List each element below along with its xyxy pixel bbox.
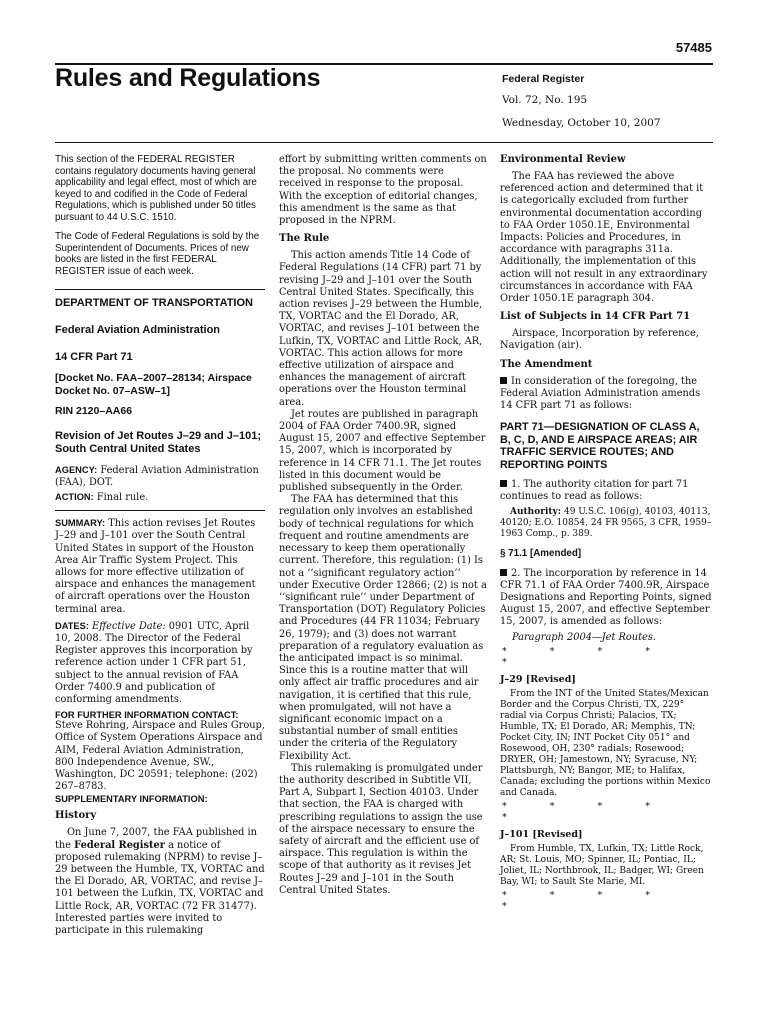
subjects-paragraph: Airspace, Incorporation by reference, Navigation (air). — [500, 328, 699, 352]
section-divider — [55, 289, 265, 290]
rule-heading: The Rule — [279, 233, 330, 245]
amendment-heading: The Amendment — [500, 358, 593, 370]
bullet-icon — [500, 569, 507, 576]
docket-number: [Docket No. FAA–2007–28134; Airspace Docket No. 07–ASW–1] — [55, 372, 252, 397]
column-2 — [279, 154, 489, 897]
issue-date: Wednesday, October 10, 2007 — [502, 117, 661, 129]
rule-paragraph-4: This rulemaking is promulgated under the authority described in Subtitle VII, Part A, Subpart I, Section 40103. Under that section, the FAA is charged with prescribing regulations to assign the use of the airspace necessary to ensure the safety of aircraft and the efficient use of airspace. This regulation is within the scope of that authority as it revises Jet Routes J–29 and J–101 in the South Central United States. — [279, 762, 483, 896]
history-bold: Federal Register — [74, 839, 165, 851]
column-1 — [55, 154, 265, 937]
header-bottom-rule — [55, 142, 713, 143]
ellipsis-stars: * * * * * — [502, 645, 671, 668]
action-line — [55, 491, 265, 504]
publication-name: Federal Register — [502, 73, 585, 85]
history-heading: History — [55, 810, 97, 822]
dates-italic: Effective Date: — [92, 620, 166, 632]
bullet-icon — [500, 377, 507, 384]
document-title: Revision of Jet Routes J–29 and J–101; South Central United States — [55, 429, 262, 455]
subjects-heading: List of Subjects in 14 CFR Part 71 — [500, 311, 691, 323]
environmental-heading: Environmental Review — [500, 154, 626, 165]
intro-paragraph-1: This section of the FEDERAL REGISTER contains regulatory documents having general applicability and legal effect, most of which are keyed to and codified in the Code of Federal Regulations, which is published under 50 titles pursuant to 44 U.S.C. 1510. — [55, 154, 257, 223]
action-text: Final rule. — [96, 491, 149, 503]
page-number: 57485 — [675, 40, 712, 55]
agency-text: Federal Aviation Administration (FAA), DOT. — [55, 464, 259, 488]
item-2-text: 2. The incorporation by reference in 14 CFR 71.1 of FAA Order 7400.9R, Airspace Designations and Reporting Points, signed August 15, 2007, and effective September 15, 2007, is amended as follows: — [500, 567, 712, 628]
supplementary-label: SUPPLEMENTARY INFORMATION: — [55, 794, 208, 805]
cfr-part-heading: 14 CFR Part 71 — [55, 351, 133, 363]
contact-text: Steve Rohring, Airspace and Rules Group, Office of System Operations Airspace and AIM, Federal Aviation Administration, 800 Independence Avenue, SW., Washington, DC 20591; telephone: (202) 267–8783. — [55, 720, 265, 793]
column-3 — [500, 154, 713, 918]
authority-label: Authority: — [510, 506, 562, 517]
section-71-1-heading: § 71.1 [Amended] — [500, 547, 582, 559]
rin-number: RIN 2120–AA66 — [55, 405, 133, 417]
history-text-a: On June 7, 2007, the FAA published in the — [55, 827, 257, 851]
authority-paragraph — [500, 507, 713, 540]
department-heading: DEPARTMENT OF TRANSPORTATION — [55, 297, 253, 309]
volume-number: Vol. 72, No. 195 — [502, 94, 588, 106]
bullet-icon — [500, 480, 507, 487]
paragraph-2004-label — [500, 632, 713, 644]
summary-paragraph — [55, 517, 265, 616]
dates-label: DATES: — [55, 620, 89, 631]
dates-text: 0901 UTC, April 10, 2008. The Director of the Federal Register approves this incorporation by reference action under 1 CFR part 51, subject to the annual revision of FAA Order 7400.9 and publication of conforming amendments. — [55, 620, 253, 705]
action-label: ACTION: — [55, 491, 94, 502]
part71-heading: PART 71—DESIGNATION OF CLASS A, B, C, D, AND E AIRSPACE AREAS; AIR TRAFFIC SERVICE ROUTES; AND REPORTING POINTS — [500, 421, 700, 471]
summary-divider — [55, 510, 265, 511]
history-text-b: a notice of proposed rulemaking (NPRM) to revise J–29 between the Humble, TX, VORTAC and the El Dorado, AR, VORTAC, and revise J–101 between the Lufkin, TX, VORTAC and Little Rock, AR, VORTAC (72 FR 31477). Interested parties were invited to participate in this rulemaking — [55, 839, 265, 936]
rule-paragraph-3: The FAA has determined that this regulation only involves an established body of technical regulations for which frequent and routine amendments are necessary to keep them operationally current. Therefore, this regulation: (1) Is not a ‘‘significant regulatory action’’ under Executive Order 12866; (2) is not a ‘‘significant rule’’ under Department of Transportation (DOT) Regulatory Policies and Procedures (44 FR 11034; February 26, 1979); and (3) does not warrant preparation of a regulatory evaluation as the anticipated impact is so minimal. Since this is a routine matter that will only affect air traffic procedures and air navigation, it is certified that this rule, when promulgated, will not have a significant economic impact on a substantial number of small entities under the criteria of the Regulatory Flexibility Act. — [279, 494, 487, 762]
rule-paragraph-1: This action amends Title 14 Code of Federal Regulations (14 CFR) part 71 by revising J–29 and J–101 over the South Central United States. Specifically, this action revises J–29 between the Humble, TX, VORTAC and the El Dorado, AR, VORTAC, and revises J–101 between the Lufkin, TX, VORTAC and Little Rock, AR, VORTAC. This action allows for more effective utilization of airspace and enhances the management of aircraft operations over the Houston terminal area. — [279, 250, 483, 408]
intro-paragraph-2: The Code of Federal Regulations is sold by the Superintendent of Documents. Prices of new books are listed in the first FEDERAL REGISTER issue of each week. — [55, 231, 260, 277]
summary-text: This action revises Jet Routes J–29 and J–101 over the South Central United States in support of the Houston Area Air Traffic System Project. This allows for more effective utilization of airspace and enhances the management of aircraft operations over the Houston terminal area. — [55, 518, 256, 615]
history-paragraph — [55, 827, 265, 937]
contact-label: FOR FURTHER INFORMATION CONTACT: — [55, 710, 239, 721]
page-title: Rules and Regulations — [55, 64, 321, 92]
ellipsis-stars: * * * * * — [502, 889, 671, 912]
environmental-paragraph: The FAA has reviewed the above referenced action and determined that it is categorically excluded from further environmental documentation according to FAA Order 1050.1E, Environmental Impacts: Policies and Procedures, in accordance with paragraphs 311a. Additionally, the implementation of this action will not result in any extraordinary circumstances in accordance with FAA Order 1050.1E paragraph 304. — [500, 171, 708, 305]
authority-text: 49 U.S.C. 106(g), 40103, 40113, 40120; E.O. 10854, 24 FR 9565, 3 CFR, 1959–1963 Comp., p. 389. — [500, 506, 712, 539]
agency-line — [55, 464, 265, 489]
j101-text: From Humble, TX, Lufkin, TX; Little Rock, AR; St. Louis, MO; Spinner, IL; Pontiac, IL; Joliet, IL; Northbrook, IL; Badger, WI; Green Bay, WI; to Sault Ste Marie, MI. — [500, 843, 704, 887]
continued-paragraph: effort by submitting written comments on the proposal. No comments were received in response to the proposal. With the exception of editorial changes, this amendment is the same as that proposed in the NPRM. — [279, 154, 487, 227]
j101-heading: J–101 [Revised] — [500, 828, 583, 840]
item-1-text: 1. The authority citation for part 71 continues to read as follows: — [500, 479, 689, 503]
ellipsis-stars: * * * * * — [502, 800, 671, 823]
item-2 — [500, 568, 713, 629]
j29-text: From the INT of the United States/Mexican Border and the Corpus Christi, TX, 229° radial via Corpus Christi; Palacios, TX; Humble, TX; El Dorado, AR; Memphis, TN; Pocket City, IN; INT Pocket City 051° and Rosewood, OH, 230° radials; Rosewood; DRYER, OH; Jamestown, NY; Syracuse, NY; Plattsburgh, NY; Bangor, ME; to Halifax, Canada; excluding the portions within Mexico and Canada. — [500, 688, 711, 798]
rule-paragraph-2: Jet routes are published in paragraph 2004 of FAA Order 7400.9R, signed August 15, 2007 and effective September 15, 2007, which is incorporated by reference in 14 CFR 71.1. The Jet routes listed in this document would be published subsequently in the Order. — [279, 408, 486, 494]
j29-heading: J–29 [Revised] — [500, 673, 576, 685]
paragraph-2004-italic: Paragraph 2004—Jet Routes. — [512, 631, 656, 643]
item-1 — [500, 479, 713, 503]
agency-label: AGENCY: — [55, 464, 98, 475]
agency-heading: Federal Aviation Administration — [55, 324, 221, 336]
amendment-text: In consideration of the foregoing, the Federal Aviation Administration amends 14 CFR part 71 as follows: — [500, 375, 701, 412]
dates-paragraph — [55, 620, 265, 706]
amendment-paragraph — [500, 376, 713, 413]
summary-label: SUMMARY: — [55, 518, 106, 529]
